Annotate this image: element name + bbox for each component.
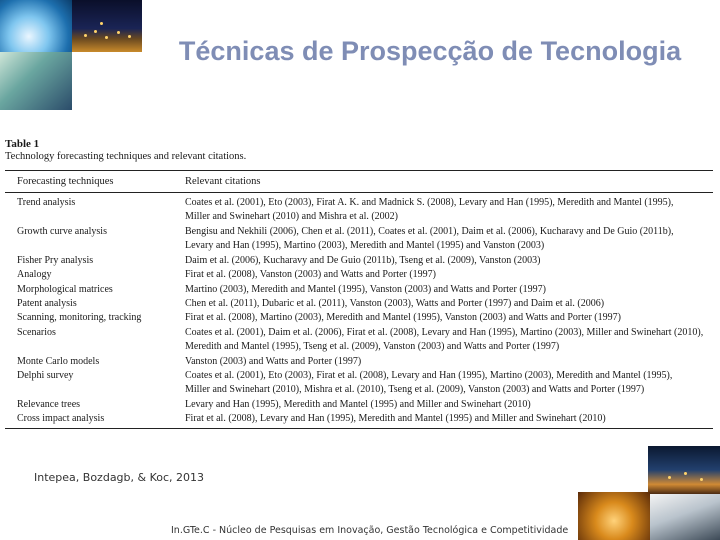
header-rule	[5, 192, 713, 193]
header-techniques: Forecasting techniques	[17, 176, 114, 187]
table-bottom-rule	[5, 428, 713, 429]
citation-line: Firat et al. (2008), Levary and Han (1995), Meredith and Mantel (1995) and Miller and Swinehart (2010)	[185, 413, 606, 424]
technique-cell: Relevance trees	[17, 399, 81, 410]
lab-equipment-photo	[0, 52, 72, 110]
citation-line: Meredith and Mantel (1995), Tseng et al. (2009), Vanston (2003) and Watts and Porter (1997)	[185, 341, 560, 353]
citation-line: Levary and Han (1995), Martino (2003), Meredith and Mantel (1995) and Vanston (2003)	[185, 240, 545, 252]
citations-cell	[185, 355, 713, 369]
offshore-platform-photo	[648, 446, 720, 494]
test-tubes-photo	[578, 492, 650, 540]
citations-cell	[185, 196, 713, 225]
header-citations: Relevant citations	[185, 176, 261, 187]
citations-cell	[185, 283, 713, 297]
citation-line: Coates et al. (2001), Eto (2003), Firat A. K. and Madnick S. (2008), Levary and Han (1995), Meredith and Mantel (1995),	[185, 197, 674, 208]
citations-cell	[185, 254, 713, 268]
technique-cell: Delphi survey	[17, 370, 74, 381]
citation-line: Levary and Han (1995), Meredith and Mantel (1995) and Miller and Swinehart (2010)	[185, 399, 531, 410]
citation-line: Martino (2003), Meredith and Mantel (1995), Vanston (2003) and Watts and Porter (1997)	[185, 284, 546, 295]
technique-cell: Monte Carlo models	[17, 356, 100, 367]
table-caption: Technology forecasting techniques and relevant citations.	[5, 151, 247, 162]
technique-cell: Cross impact analysis	[17, 413, 105, 424]
technique-cell: Patent analysis	[17, 298, 77, 309]
technique-cell: Growth curve analysis	[17, 226, 107, 237]
technique-cell: Fisher Pry analysis	[17, 255, 94, 266]
citations-cell	[185, 297, 713, 311]
citation-line: Firat et al. (2008), Vanston (2003) and Watts and Porter (1997)	[185, 269, 437, 280]
table-top-rule	[5, 170, 713, 171]
footer-text: In.GTe.C - Núcleo de Pesquisas em Inovação, Gestão Tecnológica e Competitividade	[171, 525, 569, 536]
citation-line: Coates et al. (2001), Daim et al. (2006), Firat et al. (2008), Levary and Han (1995), Martino (2003), Miller and Swinehart (2010),	[185, 327, 704, 338]
citation-line: Bengisu and Nekhili (2006), Chen et al. (2011), Coates et al. (2001), Daim et al. (2006), Kucharavy and De Guio (2011b),	[185, 226, 674, 237]
citation-line: Miller and Swinehart (2010) and Mishra et al. (2002)	[185, 211, 399, 223]
citations-cell	[185, 398, 713, 412]
citations-cell	[185, 268, 713, 282]
citations-cell	[185, 369, 713, 398]
citation-line: Daim et al. (2006), Kucharavy and De Guio (2011b), Tseng et al. (2009), Vanston (2003)	[185, 255, 541, 266]
citations-cell	[185, 225, 713, 254]
citation-line: Vanston (2003) and Watts and Porter (1997)	[185, 356, 362, 367]
citations-table	[5, 138, 713, 424]
table-label: Table 1	[5, 138, 40, 150]
technique-cell: Analogy	[17, 269, 52, 280]
refinery-night-photo	[72, 0, 142, 52]
source-citation: Intepea, Bozdagb, & Koc, 2013	[34, 471, 205, 484]
technique-cell: Scenarios	[17, 327, 56, 338]
citation-line: Coates et al. (2001), Eto (2003), Firat et al. (2008), Levary and Han (1995), Martino (2003), Meredith and Mantel (1995),	[185, 370, 673, 381]
citations-cell	[185, 326, 713, 355]
technique-cell: Morphological matrices	[17, 284, 113, 295]
technique-cell: Trend analysis	[17, 197, 76, 208]
citation-line: Firat et al. (2008), Martino (2003), Meredith and Mantel (1995), Vanston (2003) and Watts and Porter (1997)	[185, 312, 621, 323]
technique-cell: Scanning, monitoring, tracking	[17, 312, 142, 323]
citations-cell	[185, 412, 713, 426]
water-drop-photo	[0, 0, 72, 52]
citation-line: Miller and Swinehart (2010), Mishra et al. (2010), Tseng et al. (2009), Vanston (2003) and Watts and Porter (1997)	[185, 384, 645, 396]
citation-line: Chen et al. (2011), Dubaric et al. (2011), Vanston (2003), Watts and Porter (1997) and Daim et al. (2006)	[185, 298, 605, 309]
slide-title: Técnicas de Prospecção de Tecnologia	[178, 36, 682, 66]
citations-cell	[185, 311, 713, 325]
scientist-microscope-photo	[650, 494, 720, 540]
